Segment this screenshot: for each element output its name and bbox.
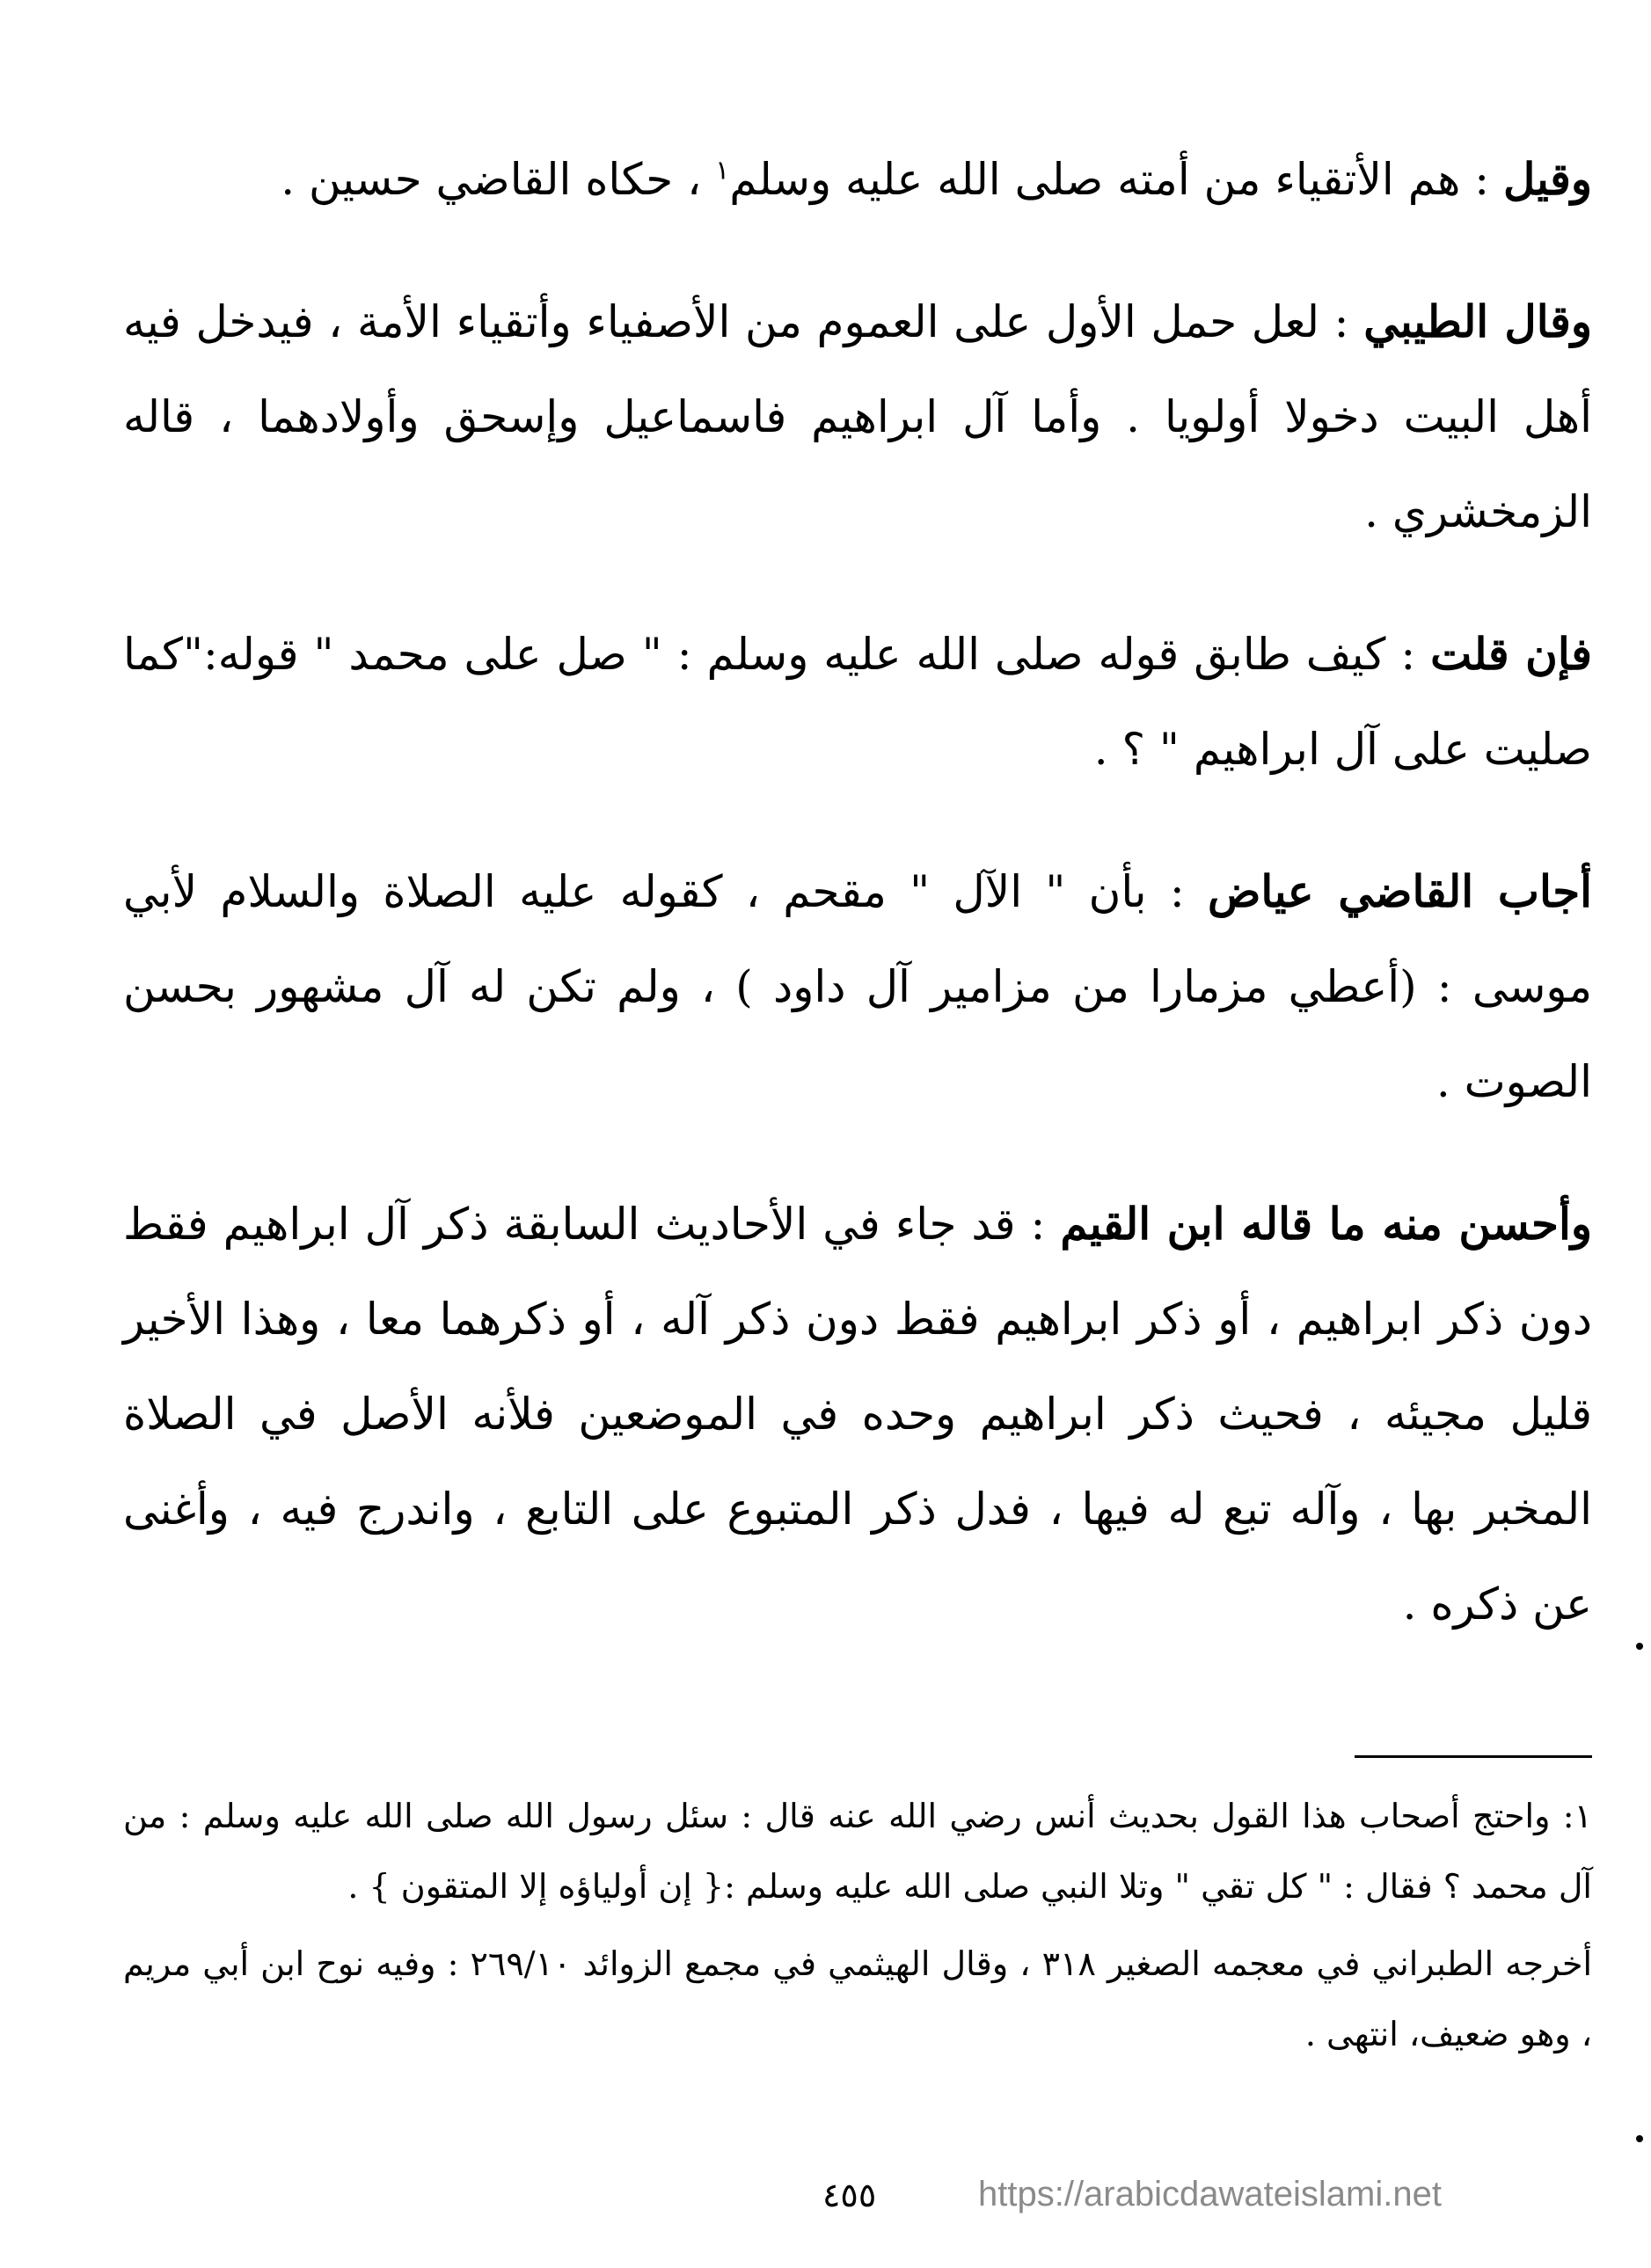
paragraph-text: : لعل حمل الأول على العموم من الأصفياء وأتقياء الأمة ، فيدخل فيه أهل البيت دخولا أولويا . وأما آل ابراهيم فاسماعيل وإسحق وأولادهما ، قاله الزمخشري . <box>123 296 1592 537</box>
paragraph-text-after: ، حكاه القاضي حسين . <box>281 154 702 205</box>
footnote-reference[interactable]: ١ <box>715 155 730 186</box>
margin-mark <box>1636 2135 1643 2142</box>
paragraph-lead: وقيل <box>1502 153 1592 205</box>
paragraph-text: : بأن " الآل " مقحم ، كقوله عليه الصلاة والسلام لأبي موسى : (أعطي مزمارا من مزامير آل داود ) ، ولم تكن له آل مشهور بحسن الصوت . <box>123 866 1592 1107</box>
margin-mark <box>1636 1643 1643 1650</box>
paragraph-2 <box>123 274 1592 559</box>
paragraph-3 <box>123 607 1592 797</box>
paragraph-1 <box>123 132 1592 227</box>
paragraph-4 <box>123 844 1592 1129</box>
footnote-separator <box>1355 1755 1592 1758</box>
paragraph-text: : هم الأتقياء من أمته صلى الله عليه وسلم <box>729 154 1503 205</box>
watermark-url[interactable]: https://arabicdawateislami.net <box>978 2175 1442 2213</box>
paragraph-lead: فإن قلت <box>1430 628 1593 680</box>
paragraph-lead: أجاب القاضي عياض <box>1207 865 1592 917</box>
paragraph-5 <box>123 1177 1592 1652</box>
footnote-2: أخرجه الطبراني في معجمه الصغير ٣١٨ ، وقال الهيثمي في مجمع الزوائد ٢٦٩/١٠ : وفيه نوح ابن أبي مريم ، وهو ضعيف، انتهى . <box>123 1944 1592 2053</box>
paragraph-text: : كيف طابق قوله صلى الله عليه وسلم : " صل على محمد " قوله:"كما صليت على آل ابراهيم " ؟ . <box>123 629 1592 775</box>
paragraph-lead: وقال الطيبي <box>1363 295 1592 347</box>
footnotes <box>123 1781 1592 2069</box>
page-number: ٤٥٥ <box>822 2176 877 2214</box>
main-text <box>123 132 1592 1652</box>
paragraph-lead: وأحسن منه ما قاله ابن القيم <box>1060 1198 1592 1250</box>
paragraph-text: : قد جاء في الأحاديث السابقة ذكر آل ابراهيم فقط دون ذكر ابراهيم ، أو ذكر ابراهيم فقط دون ذكر آله ، أو ذكرهما معا ، وهذا الأخير قليل مجيئه ، فحيث ذكر ابراهيم وحده في الموضعين فلأنه الأصل في الصلاة المخبر بها ، وآله تبع له فيها ، فدل ذكر المتبوع على التابع ، واندرج فيه ، وأغنى عن ذكره . <box>123 1199 1592 1630</box>
footnote-1: ١: واحتج أصحاب هذا القول بحديث أنس رضي الله عنه قال : سئل رسول الله صلى الله عليه وسلم : من آل محمد ؟ فقال : " كل تقي " وتلا النبي صلى الله عليه وسلم :{ إن أولياؤه إلا المتقون } . <box>123 1797 1592 1906</box>
